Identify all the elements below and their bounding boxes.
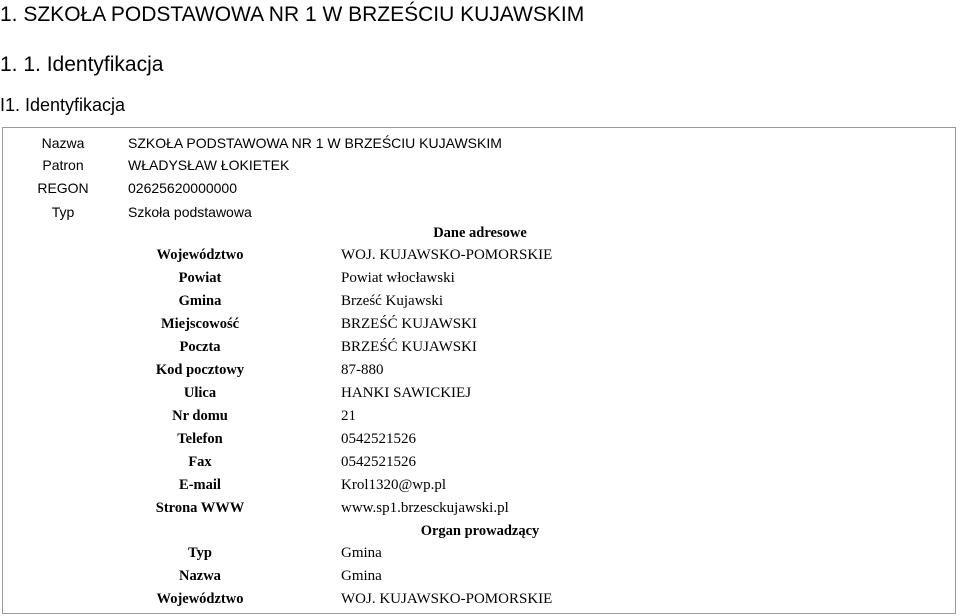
address-title: Dane adresowe	[433, 225, 527, 241]
table-row	[0, 406, 940, 426]
table-row	[0, 543, 940, 563]
field-label: Gmina	[178, 293, 222, 309]
field-label: REGON	[37, 180, 89, 196]
table-row	[0, 566, 940, 586]
table-row	[0, 291, 940, 311]
field-value: 21	[341, 408, 356, 424]
page-heading: 1. SZKOŁA PODSTAWOWA NR 1 W BRZEŚCIU KUJAWSKIM	[0, 3, 585, 26]
subsection-heading: I1. Identyfikacja	[0, 95, 126, 115]
table-row	[0, 245, 940, 265]
field-label: Ulica	[183, 385, 217, 401]
field-label: Województwo	[156, 247, 244, 263]
table-row	[2, 178, 942, 198]
field-value: HANKI SAWICKIEJ	[341, 385, 472, 401]
field-label: Powiat	[178, 270, 222, 286]
field-label: Nazwa	[41, 135, 85, 151]
field-value: 0542521526	[341, 431, 416, 447]
field-value: BRZEŚĆ KUJAWSKI	[341, 339, 477, 355]
field-value: Gmina	[341, 545, 382, 561]
field-label: Nazwa	[179, 568, 221, 584]
field-value: WŁADYSŁAW ŁOKIETEK	[128, 157, 290, 173]
field-label: Telefon	[177, 431, 223, 447]
field-value: www.sp1.brzesckujawski.pl	[341, 500, 509, 516]
section-heading: 1. 1. Identyfikacja	[0, 53, 164, 76]
field-value: Brześć Kujawski	[341, 293, 444, 309]
field-value: Krol1320@wp.pl	[341, 477, 447, 493]
field-label: Województwo	[156, 591, 244, 607]
table-row	[2, 133, 942, 153]
field-label: Typ	[51, 204, 75, 220]
field-value: Gmina	[341, 568, 382, 584]
field-value: 0542521526	[341, 454, 416, 470]
table-row	[0, 429, 940, 449]
table-row	[2, 202, 942, 222]
table-row	[0, 475, 940, 495]
field-value: Powiat włocławski	[341, 270, 455, 286]
field-label: Typ	[188, 545, 212, 561]
table-row	[0, 360, 940, 380]
field-label: Patron	[42, 157, 84, 173]
field-label: Fax	[188, 454, 212, 470]
table-row	[0, 383, 940, 403]
field-value: 87-880	[341, 362, 384, 378]
field-label: E-mail	[179, 477, 221, 493]
field-value: WOJ. KUJAWSKO-POMORSKIE	[341, 247, 553, 263]
table-row	[0, 314, 940, 334]
field-label: Kod pocztowy	[155, 362, 245, 378]
field-value: SZKOŁA PODSTAWOWA NR 1 W BRZEŚCIU KUJAWSKIM	[128, 135, 502, 151]
table-row	[2, 155, 942, 175]
table-row	[0, 498, 940, 518]
table-row	[0, 589, 940, 609]
field-label: Poczta	[179, 339, 221, 355]
field-value: 02625620000000	[128, 180, 238, 196]
field-label: Strona WWW	[155, 500, 245, 516]
field-value: WOJ. KUJAWSKO-POMORSKIE	[341, 591, 553, 607]
field-value: Szkoła podstawowa	[128, 204, 252, 220]
table-row	[0, 452, 940, 472]
field-label: Nr domu	[172, 408, 228, 424]
field-label: Miejscowość	[160, 316, 240, 332]
field-value: BRZEŚĆ KUJAWSKI	[341, 316, 477, 332]
table-row	[0, 337, 940, 357]
owner-title: Organ prowadzący	[420, 523, 540, 539]
table-row	[0, 268, 940, 288]
